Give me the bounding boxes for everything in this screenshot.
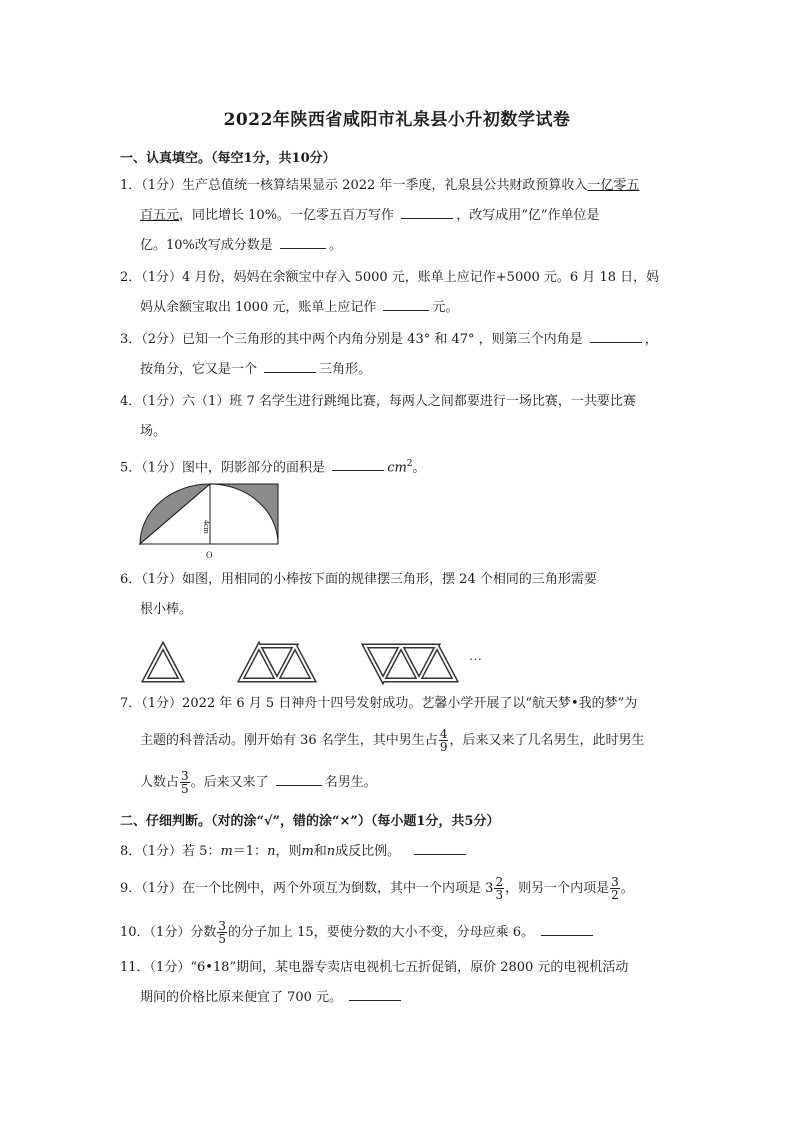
fraction-3-2: $\frac{3}{2}$ <box>611 875 619 902</box>
answer-blank[interactable] <box>332 458 384 471</box>
answer-blank[interactable] <box>276 773 322 786</box>
question-11-line-1: 11．（1分）“6•18”期间，某电器专卖店电视机七五折促销，原价 2800 元的电视机活动 <box>120 960 629 975</box>
question-2-line-1: 2．（1分）4 月份，妈妈在余额宝中存入 5000 元，账单上应记作+5000 元。6 月 18 日，妈 <box>120 270 660 285</box>
question-7-line-2: 主题的科普活动。刚开始有 36 名学生，其中男生占 $\frac{4}{9}$ ，后来又来了几名男生，此时男生 <box>140 727 645 754</box>
question-5-line-1: 5．（1分）图中，阴影部分的面积是 $cm^2$。 <box>120 459 426 476</box>
question-3-line-2: 按角分，它又是一个 三角形。 <box>140 362 372 377</box>
radius-label: 4cm <box>202 520 211 534</box>
answer-blank[interactable] <box>349 988 401 1001</box>
question-1-line-2: 百五元，同比增长 10%。一亿零五百万写作 ，改写成用“亿”作单位是 <box>140 208 600 223</box>
question-9: 9．（1分）在一个比例中，两个外项互为倒数，其中一个内项是 3 $\frac{2}{3}$ ，则另一个内项是 $\frac{3}{2}$ 。 <box>120 875 634 902</box>
answer-blank[interactable] <box>280 236 326 249</box>
question-11-line-2: 期间的价格比原来便宜了 700 元。 <box>140 988 700 1008</box>
answer-blank[interactable] <box>541 923 593 936</box>
ellipsis-text: … <box>469 648 482 663</box>
question-1-line-1: 1．（1分）生产总值统一核算结果显示 2022 年一季度，礼泉县公共财政预算收入一亿零五 <box>120 178 640 193</box>
question-2-line-2: 妈从余额宝取出 1000 元，账单上应记作 元。 <box>140 300 459 315</box>
answer-blank[interactable] <box>383 298 429 311</box>
question-10: 10．（1分）分数 $\frac{3}{5}$ 的分子加上 15，要使分数的大小不变，分母应乘 6。 <box>120 920 680 945</box>
triangle-sticks-figure <box>135 628 495 686</box>
fraction-3-5-q10: $\frac{3}{5}$ <box>218 919 226 946</box>
section-judgement-heading: 二、仔细判断。（对的涂“√”，错的涂“×”）（每小题1分，共5分） <box>120 814 500 829</box>
question-6-line-1: 6．（1分）如图，用相同的小棒按下面的规律摆三角形，摆 24 个相同的三角形需要 <box>120 572 597 587</box>
fraction-3-5: $\frac{3}{5}$ <box>181 769 189 796</box>
two-triangles <box>241 646 313 680</box>
fraction-4-9: $\frac{4}{9}$ <box>439 727 448 754</box>
fraction-2-3: $\frac{2}{3}$ <box>495 875 504 902</box>
answer-blank[interactable] <box>401 206 453 219</box>
answer-blank[interactable] <box>590 330 642 343</box>
page-title: 2022年陕西省咸阳市礼泉县小升初数学试卷 <box>223 110 571 130</box>
question-7-line-3: 人数占 $\frac{3}{5}$ 。后来又来了 名男生。 <box>140 769 377 796</box>
question-4-line-2: 场。 <box>140 424 167 439</box>
section-fill-blanks-heading: 一、认真填空。（每空1分，共10分） <box>120 151 336 166</box>
question-7-line-1: 7．（1分）2022 年 6 月 5 日神舟十四号发射成功。艺馨小学开展了以“航天梦•我的梦”为 <box>120 696 638 711</box>
question-6-line-2: 根小棒。 <box>140 602 193 617</box>
one-triangle <box>145 646 181 680</box>
answer-blank[interactable] <box>264 360 316 373</box>
answer-blank[interactable] <box>414 842 466 855</box>
question-4-line-1: 4．（1分）六（1）班 7 名学生进行跳绳比赛，每两人之间都要进行一场比赛，一共要比赛 <box>120 394 636 409</box>
origin-label: O <box>206 550 213 560</box>
question-8: 8．（1分）若 5：m＝1：n，则m和n成反比例。 <box>120 842 680 862</box>
half-circle-figure <box>138 482 283 562</box>
question-3-line-1: 3．（2分）已知一个三角形的其中两个内角分别是 43° 和 47° ，则第三个内角是 ， <box>120 332 658 347</box>
question-1-line-3: 亿。10%改写成分数是 。 <box>140 238 343 253</box>
